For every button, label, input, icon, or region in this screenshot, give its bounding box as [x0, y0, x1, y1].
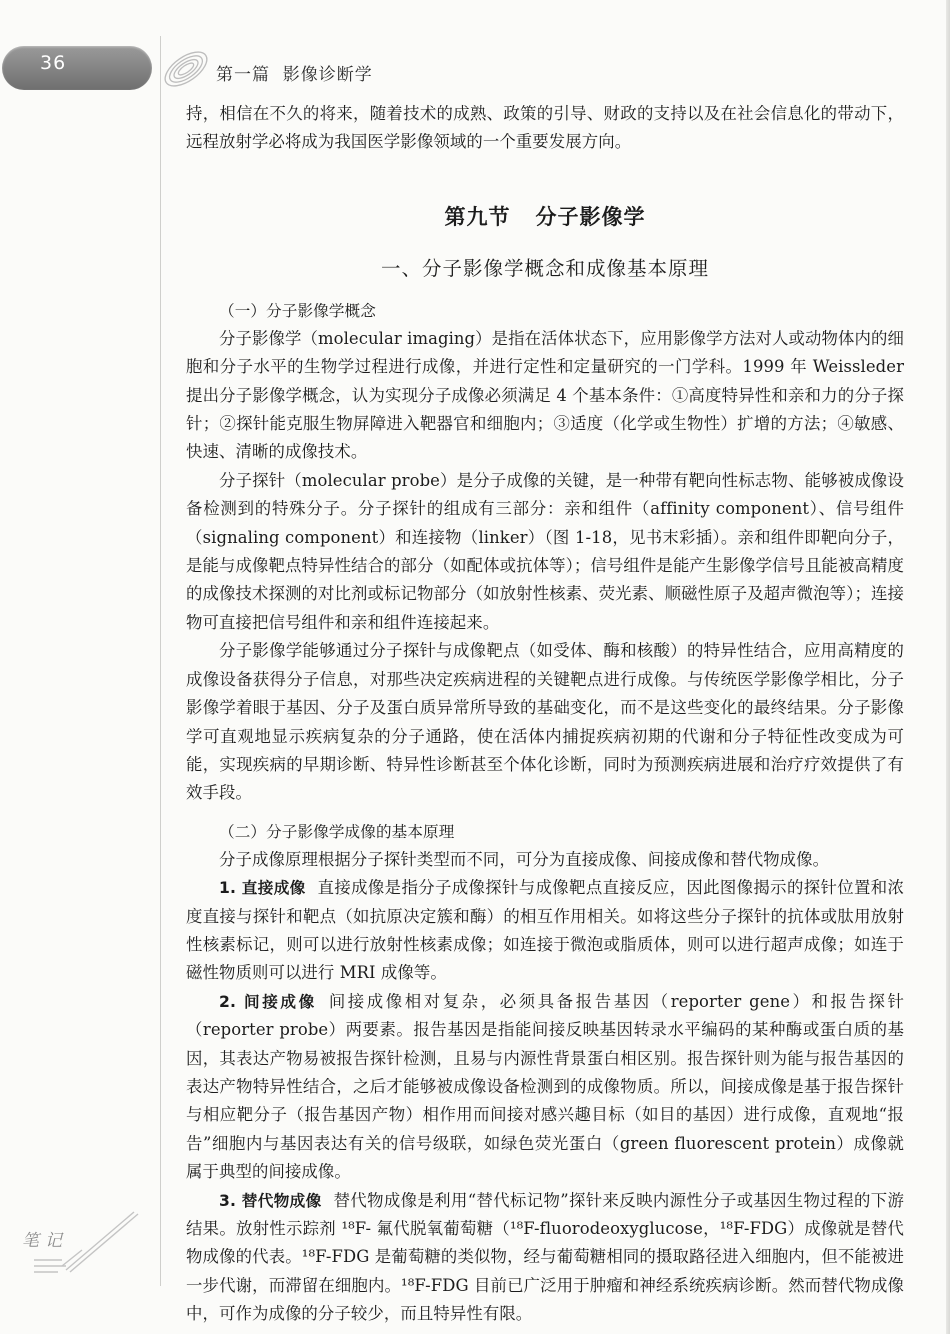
heading-concept: （一）分子影像学概念 [219, 301, 376, 320]
paragraph-concept-2: 分子探针（molecular probe）是分子成像的关键，是一种带有靶向性标志物、能够被成像设备检测到的特殊分子。分子探针的组成有三部分：亲和组件（affinity component）、信号组件（signaling component）和连接物（linker）（图 1-18，见书末彩插）。亲和组件即靶向分子，是能与成像靶点特异性结合的部分（如配体或抗体等）；信号组件是能产生影像学信号且能被高精度的成像技术探测的对比剂或标记物部分（如放射性核素、荧光素、顺磁性原子及超声微泡等）；连接物可直接把信号组件和亲和组件连接起来。 [186, 470, 904, 632]
term-indirect-imaging: 2. 间接成像 [219, 992, 317, 1011]
page-number: 36 [40, 52, 67, 74]
paragraph-indirect-imaging [186, 988, 904, 1187]
notes-label: 笔记 [22, 1231, 68, 1251]
paragraph-surrogate-imaging [186, 1187, 904, 1329]
term-surrogate-imaging: 3. 替代物成像 [219, 1191, 322, 1210]
text-indirect-imaging: 间接成像相对复杂，必须具备报告基因（reporter gene）和报告探针（reporter probe）两要素。报告基因是指能间接反映基因转录水平编码的某种酶或蛋白质的基因，其表达产物易被报告探针检测，且易与内源性背景蛋白相区别。报告探针则为能与报告基因的表达产物特异性结合，之后才能够被成像设备检测到的成像物质。所以，间接成像是基于报告探针与相应靶分子（报告基因产物）相作用而间接对感兴趣目标（如目的基因）进行成像，直观地“报告”细胞内与基因表达有关的信号级联，如绿色荧光蛋白（green fluorescent protein）成像就属于典型的间接成像。 [186, 991, 905, 1182]
margin-rule [160, 36, 161, 1286]
running-head: 第一篇 影像诊断学 [216, 65, 373, 85]
page-edge [946, 0, 950, 1334]
paragraph-concept-1: 分子影像学（molecular imaging）是指在活体状态下，应用影像学方法对人或动物体内的细胞和分子水平的生物学过程进行成像，并进行定性和定量研究的一门学科。1999 年 Weissleder 提出分子影像学概念，认为实现分子成像必须满足 4 个基本条件：①高度特异性和亲和力的分子探针；②探针能克服生物屏障进入靶器官和细胞内；③适度（化学或生物性）扩增的方法；④敏感、快速、清晰的成像技术。 [186, 328, 904, 462]
text-direct-imaging: 直接成像是指分子成像探针与成像靶点直接反应，因此图像揭示的探针位置和浓度直接与探针和靶点（如抗原决定簇和酶）的相互作用相关。如将这些分子探针的抗体或肽用放射性核素标记，则可以进行放射性核素成像；如连接于微泡或脂质体，则可以进行超声成像；如连于磁性物质则可以进行 MRI 成像等。 [186, 878, 905, 983]
swirl-ornament-icon [155, 38, 217, 100]
subsection-title: 一、分子影像学概念和成像基本原理 [380, 256, 709, 280]
continuation-paragraph: 持，相信在不久的将来，随着技术的成熟、政策的引导、财政的支持以及在社会信息化的带动下，远程放射学必将成为我国医学影像领域的一个重要发展方向。 [186, 104, 904, 152]
paragraph-concept-3: 分子影像学能够通过分子探针与成像靶点（如受体、酶和核酸）的特异性结合，应用高精度的成像设备获得分子信息，对那些决定疾病进程的关键靶点进行成像。与传统医学影像学相比，分子影像学着眼于基因、分子及蛋白质异常所导致的基础变化，而不是这些变化的最终结果。分子影像学可直观地显示疾病复杂的分子通路，使在活体内捕捉疾病初期的代谢和分子特征性改变成为可能，实现疾病的早期诊断、特异性诊断甚至个体化诊断，同时为预测疾病进展和治疗疗效提供了有效手段。 [186, 641, 904, 803]
main-text [186, 100, 904, 1329]
page-number-tab [2, 46, 152, 90]
heading-principle: （二）分子影像学成像的基本原理 [219, 822, 455, 841]
paragraph-principle-intro: 分子成像原理根据分子探针类型而不同，可分为直接成像、间接成像和替代物成像。 [219, 849, 830, 869]
text-surrogate-imaging: 替代物成像是利用“替代标记物”探针来反映内源性分子或基因生物过程的下游结果。放射性示踪剂 ¹⁸F- 氟代脱氧葡萄糖（¹⁸F-fluorodeoxyglucose，¹⁸F-FDG）成像就是替代物成像的代表。¹⁸F-FDG 是葡萄糖的类似物，经与葡萄糖相同的摄取路径进入细胞内，但不能被进一步代谢，而滞留在细胞内。¹⁸F-FDG 目前已广泛用于肿瘤和神经系统疾病诊断。然而替代物成像中，可作为成像的分子较少，而且特异性有限。 [186, 1190, 904, 1324]
paragraph-direct-imaging [186, 874, 904, 988]
section-title: 第九节 分子影像学 [444, 204, 646, 229]
term-direct-imaging: 1. 直接成像 [219, 879, 306, 898]
